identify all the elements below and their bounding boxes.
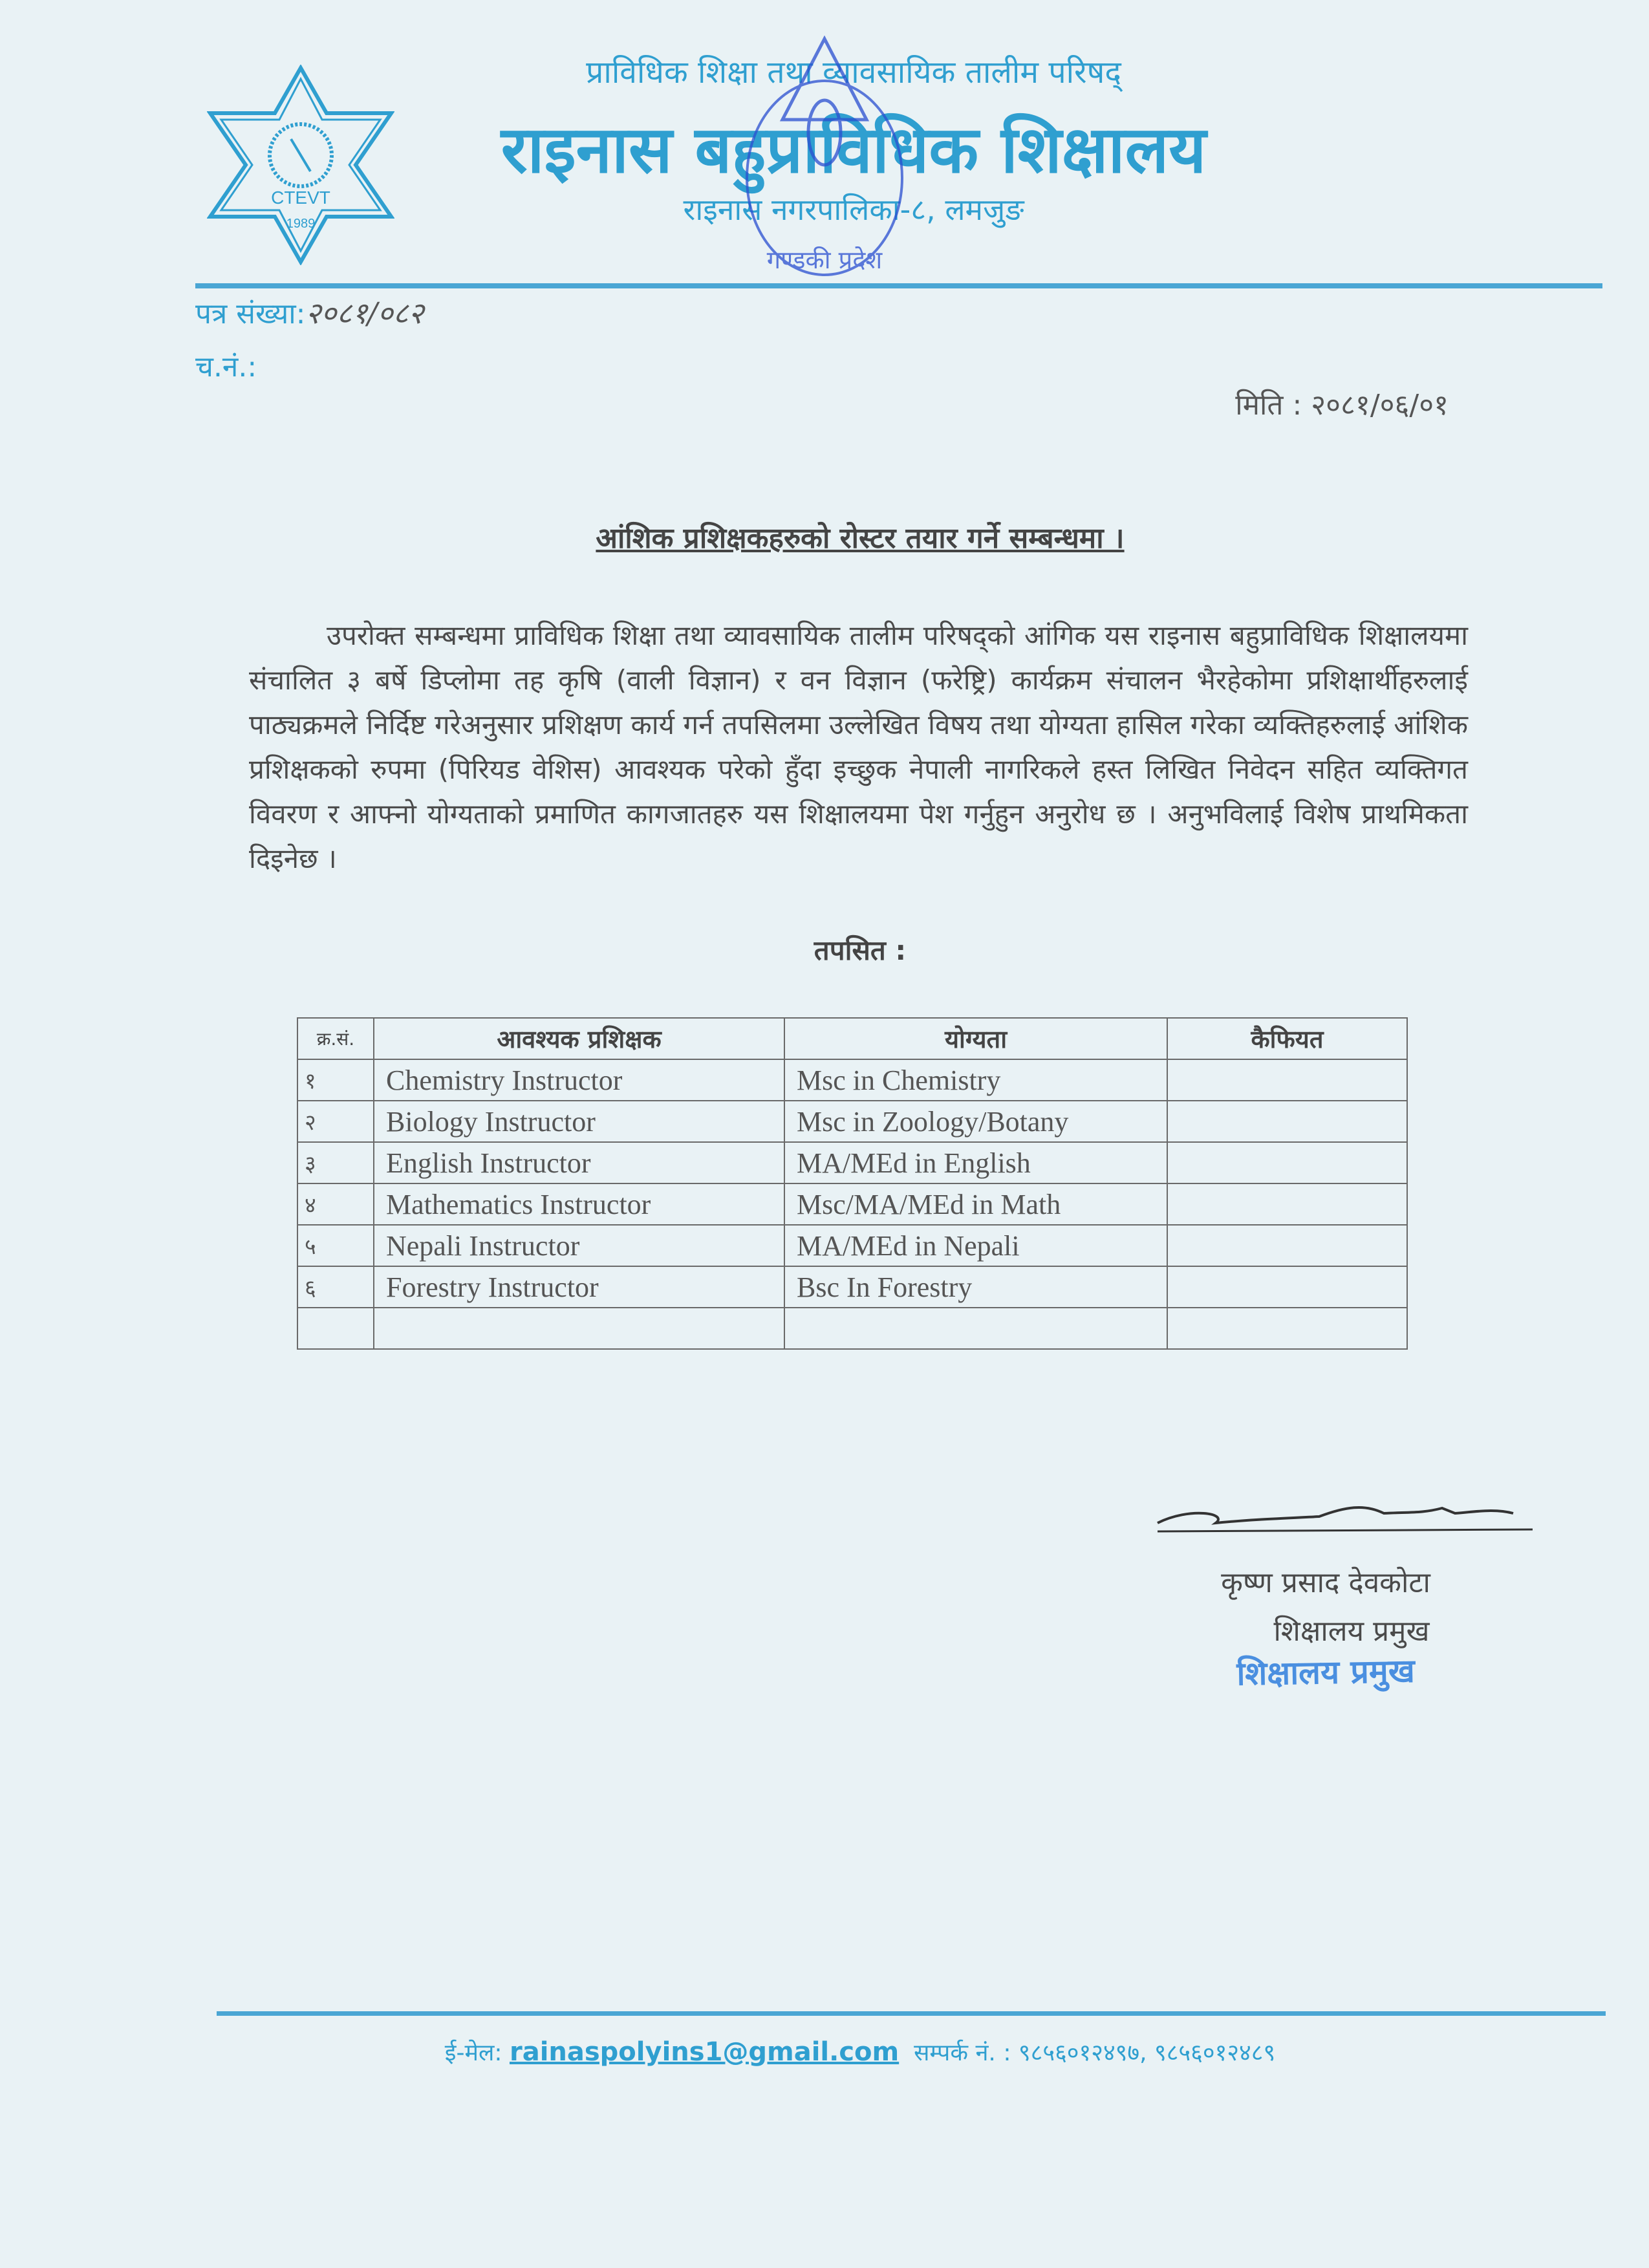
cell-remarks — [1167, 1183, 1407, 1225]
table-row — [297, 1142, 1407, 1183]
details-heading: तपसित : — [814, 934, 907, 966]
email-link[interactable]: rainaspolyins1@gmail.com — [509, 2037, 900, 2067]
cell-instructor: Mathematics Instructor — [374, 1183, 784, 1225]
cell-qualification — [784, 1308, 1167, 1349]
cell-serial: १ — [297, 1059, 374, 1101]
letter-number-label: पत्र संख्या: — [195, 297, 306, 330]
body-paragraph: उपरोक्त सम्बन्धमा प्राविधिक शिक्षा तथा व्यावसायिक तालीम परिषद्को आंगिक यस राइनास बहुप्राविधिक शिक्षालयमा संचालित ३ बर्षे डिप्लोमा तह कृषि (वाली विज्ञान) र वन विज्ञान (फरेष्ट्रि) कार्यक्रम संचालन भैरहेकोमा प्रशिक्षार्थीहरुलाई पाठ्यक्रमले निर्दिष्ट गरेअनुसार प्रशिक्षण कार्य गर्न तपसिलमा उल्लेखित विषय तथा योग्यता हासिल गरेका व्यक्तिहरुलाई आंशिक प्रशिक्षकको रुपमा (पिरियड वेशिस) आवश्यक परेको हुँदा इच्छुक नेपाली नागरिकले हस्त लिखित निवेदन सहित व्यक्तिगत विवरण र आफ्नो योग्यताको प्रमाणित कागजातहरु यस शिक्षालयमा पेश गर्नुहुन अनुरोध छ । अनुभविलाई विशेष प्राथमिकता दिइनेछ । — [249, 620, 1468, 874]
date-value: २०८१/०६/०१ — [1311, 389, 1449, 422]
cell-remarks — [1167, 1266, 1407, 1308]
instructor-table — [297, 1017, 1408, 1350]
cell-instructor: Chemistry Instructor — [374, 1059, 784, 1101]
institute-address: राइनास नगरपालिका-८, लमजुङ — [683, 192, 1024, 227]
date — [1164, 384, 1449, 423]
council-name: प्राविधिक शिक्षा तथा व्यावसायिक तालीम परिषद् — [586, 54, 1121, 91]
footer-divider — [217, 2011, 1606, 2016]
ctevt-logo — [207, 65, 394, 265]
cell-serial: ६ — [297, 1266, 374, 1308]
svg-text:CTEVT: CTEVT — [271, 188, 330, 208]
table-row — [297, 1101, 1407, 1142]
header-divider — [195, 283, 1602, 288]
table-row — [297, 1266, 1407, 1308]
cell-serial: ५ — [297, 1225, 374, 1266]
header-remarks: कैफियत — [1167, 1018, 1407, 1059]
table-row — [297, 1183, 1407, 1225]
cell-remarks — [1167, 1101, 1407, 1142]
svg-text:1989: 1989 — [286, 217, 316, 231]
phone-label: सम्पर्क नं. : — [914, 2040, 1011, 2066]
signatory-name: कृष्ण प्रसाद देवकोटा — [1221, 1566, 1430, 1599]
institute-name: राइनास बहुप्राविधिक शिक्षालय — [501, 112, 1207, 188]
dispatch-number-label: च.नं.: — [195, 351, 257, 383]
cell-remarks — [1167, 1142, 1407, 1183]
cell-remarks — [1167, 1059, 1407, 1101]
signatory-stamp: शिक्षालय प्रमुख — [1236, 1652, 1416, 1693]
letter-number — [195, 292, 424, 332]
cell-instructor: English Instructor — [374, 1142, 784, 1183]
cell-qualification: Bsc In Forestry — [784, 1266, 1167, 1308]
date-label: मिति : — [1235, 389, 1302, 422]
cell-serial: ३ — [297, 1142, 374, 1183]
cell-qualification: Msc in Zoology/Botany — [784, 1101, 1167, 1142]
cell-instructor: Biology Instructor — [374, 1101, 784, 1142]
cell-serial: ४ — [297, 1183, 374, 1225]
office-stamp — [711, 36, 938, 307]
letter-number-value: २०८१/०८२ — [305, 296, 424, 330]
signature — [1151, 1494, 1539, 1539]
footer — [0, 2036, 1649, 2068]
header-instructor: आवश्यक प्रशिक्षक — [374, 1018, 784, 1059]
header-qualification: योग्यता — [784, 1018, 1167, 1059]
subject: आंशिक प्रशिक्षकहरुको रोस्टर तयार गर्ने सम्बन्धमा । — [596, 522, 1125, 555]
table-row — [297, 1308, 1407, 1349]
signatory-title: शिक्षालय प्रमुख — [1273, 1615, 1430, 1648]
cell-remarks — [1167, 1225, 1407, 1266]
cell-qualification: MA/MEd in English — [784, 1142, 1167, 1183]
cell-qualification: Msc in Chemistry — [784, 1059, 1167, 1101]
cell-instructor: Nepali Instructor — [374, 1225, 784, 1266]
cell-instructor: Forestry Instructor — [374, 1266, 784, 1308]
cell-serial: २ — [297, 1101, 374, 1142]
cell-qualification: MA/MEd in Nepali — [784, 1225, 1167, 1266]
cell-remarks — [1167, 1308, 1407, 1349]
table-header-row — [297, 1018, 1407, 1059]
email-label: ई-मेल: — [444, 2040, 502, 2066]
stamp-text: गण्डकी प्रदेश — [766, 246, 883, 274]
cell-instructor — [374, 1308, 784, 1349]
header-serial: क्र.सं. — [297, 1018, 374, 1059]
cell-serial — [297, 1308, 374, 1349]
table-row — [297, 1225, 1407, 1266]
phone-numbers: ९८५६०१२४९७, ९८५६०१२४८९ — [1018, 2040, 1276, 2066]
table-row — [297, 1059, 1407, 1101]
cell-qualification: Msc/MA/MEd in Math — [784, 1183, 1167, 1225]
